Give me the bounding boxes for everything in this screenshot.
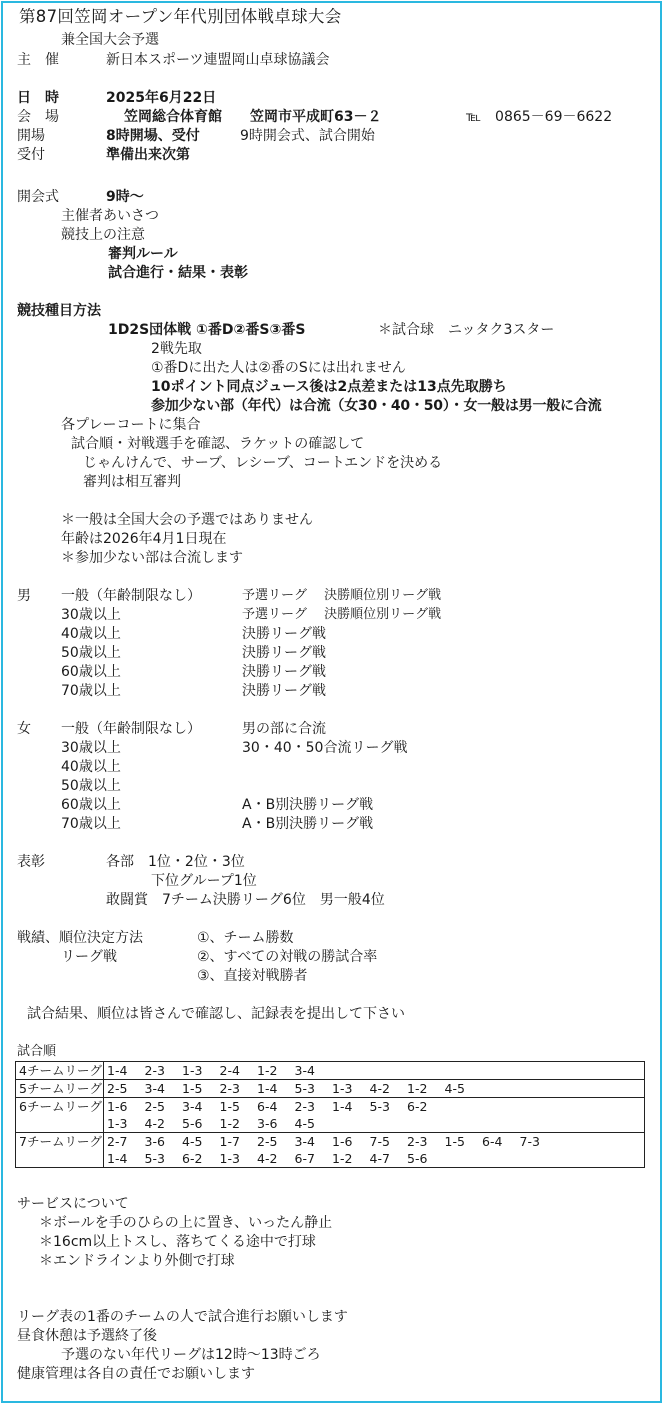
service-line: ＊エンドラインより外側で打球: [39, 1253, 235, 1269]
reception-label: 受付: [17, 147, 45, 163]
date-value: 2025年6月22日: [106, 90, 217, 106]
method-line: 2戦先取: [151, 341, 202, 357]
women-category: 60歳以上: [61, 797, 121, 813]
women-format: 男の部に合流: [242, 721, 326, 737]
match-sequence: 2-5 3-4 1-5 2-3 1-4 5-3 1-3 4-2 1-2 4-5: [104, 1080, 645, 1098]
ceremony-start: 9時開会式、試合開始: [240, 128, 375, 144]
court-title: 各プレーコートに集合: [61, 417, 201, 433]
note-line: 年齢は2026年4月1日現在: [61, 531, 227, 547]
league-label: 4チームリーグ: [16, 1062, 104, 1080]
league-label: 5チームリーグ: [16, 1080, 104, 1098]
note-line: ＊参加少ない部は合流します: [61, 550, 243, 566]
match-format: 1D2S団体戦 ①番D②番S③番S: [108, 322, 306, 338]
ranking-label: 戦績、順位決定方法: [17, 930, 143, 946]
method-heading: 競技種目方法: [17, 303, 101, 319]
men-category: 50歳以上: [61, 645, 121, 661]
submit-note: 試合結果、順位は皆さんで確認し、記録表を提出して下さい: [27, 1006, 405, 1022]
ball-note: ＊試合球 ニッタク3スター: [378, 322, 555, 338]
men-category: 40歳以上: [61, 626, 121, 642]
men-category: 60歳以上: [61, 664, 121, 680]
match-order-table: [15, 1061, 645, 1168]
women-format: 30・40・50合流リーグ戦: [242, 740, 408, 756]
awards-line: 下位グループ1位: [151, 873, 257, 889]
league-label: 7チームリーグ: [16, 1133, 104, 1151]
table-row: [16, 1080, 645, 1098]
subtitle: 兼全国大会予選: [61, 32, 159, 48]
men-format: 決勝リーグ戦: [242, 626, 326, 642]
venue-tel: ℡ 0865－69－6622: [466, 109, 613, 125]
venue-value: 笠岡総合体育館 笠岡市平成町63－２: [124, 109, 382, 125]
men-category: 一般（年齢制限なし）: [61, 588, 201, 604]
awards-line: 敢闘賞 7チーム決勝リーグ6位 男一般4位: [106, 892, 385, 908]
match-sequence: 1-4 5-3 6-2 1-3 4-2 6-7 1-2 4-7 5-6: [107, 1151, 428, 1166]
ranking-rule: ①、チーム勝数: [197, 930, 294, 946]
match-sequence: 2-7 3-6 4-5 1-7 2-5 3-4 1-6 7-5 2-3 1-5 6-4 7-3: [104, 1133, 645, 1151]
reception-value: 準備出来次第: [106, 147, 190, 163]
match-sequence: 1-3 4-2 5-6 1-2 3-6 4-5: [107, 1116, 315, 1131]
order-caption: 試合順: [17, 1044, 57, 1059]
ranking-rule: ②、すべての対戦の勝試合率: [197, 949, 378, 965]
men-label: 男: [17, 588, 31, 604]
awards-line: 各部 1位・2位・3位: [106, 854, 245, 870]
match-sequence: 1-4 2-3 1-3 2-4 1-2 3-4: [107, 1063, 315, 1078]
ceremony-item: 主催者あいさつ: [61, 208, 159, 224]
men-format: 決勝リーグ戦: [242, 683, 326, 699]
method-line: ①番Dに出た人は②番のSには出れません: [151, 360, 406, 376]
document-title: 第87回笠岡オープン年代別団体戦卓球大会: [19, 7, 342, 26]
court-line: 試合順・対戦選手を確認、ラケットの確認して: [71, 436, 365, 452]
footer-line: リーグ表の1番のチームの人で試合進行お願いします: [17, 1309, 348, 1325]
table-row: [16, 1062, 645, 1080]
service-line: ＊ボールを手のひらの上に置き、いったん静止: [39, 1215, 333, 1231]
ranking-rule: ③、直接対戦勝者: [197, 968, 308, 984]
ceremony-label: 開会式: [17, 189, 59, 205]
women-label: 女: [17, 721, 31, 737]
men-format: 決勝リーグ戦: [242, 664, 326, 680]
men-category: 70歳以上: [61, 683, 121, 699]
table-row: [16, 1150, 645, 1168]
date-label: 日 時: [17, 90, 59, 106]
footer-line: 昼食休憩は予選終了後: [17, 1328, 157, 1344]
organizer-label: 主 催: [17, 52, 59, 68]
match-sequence: 1-6 2-5 3-4 1-5 6-4 2-3 1-4 5-3 6-2: [104, 1098, 645, 1116]
venue-label: 会 場: [17, 109, 59, 125]
service-title: サービスについて: [17, 1196, 129, 1212]
footer-line: 健康管理は各自の責任でお願いします: [17, 1366, 255, 1382]
organizer: 新日本スポーツ連盟岡山卓球協議会: [106, 52, 330, 68]
women-category: 50歳以上: [61, 778, 121, 794]
table-row: [16, 1133, 645, 1151]
men-format: 決勝リーグ戦: [242, 645, 326, 661]
ceremony-item: 競技上の注意: [61, 227, 145, 243]
court-line: 審判は相互審判: [83, 474, 181, 490]
ranking-sub-label: リーグ戦: [61, 949, 117, 965]
awards-label: 表彰: [17, 854, 45, 870]
ceremony-sub-item: 審判ルール: [108, 246, 178, 262]
women-category: 70歳以上: [61, 816, 121, 832]
women-category: 一般（年齢制限なし）: [61, 721, 201, 737]
method-line: 参加少ない部（年代）は合流（女30・40・50）・女一般は男一般に合流: [151, 398, 602, 414]
men-category: 30歳以上: [61, 607, 121, 623]
ceremony-sub-item: 試合進行・結果・表彰: [108, 265, 248, 281]
men-format: 予選リーグ 決勝順位別リーグ戦: [242, 588, 442, 603]
service-line: ＊16cm以上トスし、落ちてくる途中で打球: [39, 1234, 316, 1250]
footer-line: 予選のない年代リーグは12時～13時ごろ: [61, 1347, 321, 1363]
court-line: じゃんけんで、サーブ、レシーブ、コートエンドを決める: [83, 455, 443, 471]
women-category: 40歳以上: [61, 759, 121, 775]
note-line: ＊一般は全国大会の予選ではありません: [61, 512, 313, 528]
table-row: [16, 1115, 645, 1133]
women-format: A・B別決勝リーグ戦: [242, 797, 374, 813]
table-row: [16, 1098, 645, 1116]
open-label: 開場: [17, 128, 45, 144]
women-category: 30歳以上: [61, 740, 121, 756]
men-format: 予選リーグ 決勝順位別リーグ戦: [242, 607, 442, 622]
open-time: 8時開場、受付: [106, 128, 200, 144]
league-label: 6チームリーグ: [16, 1098, 104, 1116]
women-format: A・B別決勝リーグ戦: [242, 816, 374, 832]
ceremony-time: 9時～: [106, 189, 144, 205]
method-line: 10ポイント同点ジュース後は2点差または13点先取勝ち: [151, 379, 507, 395]
